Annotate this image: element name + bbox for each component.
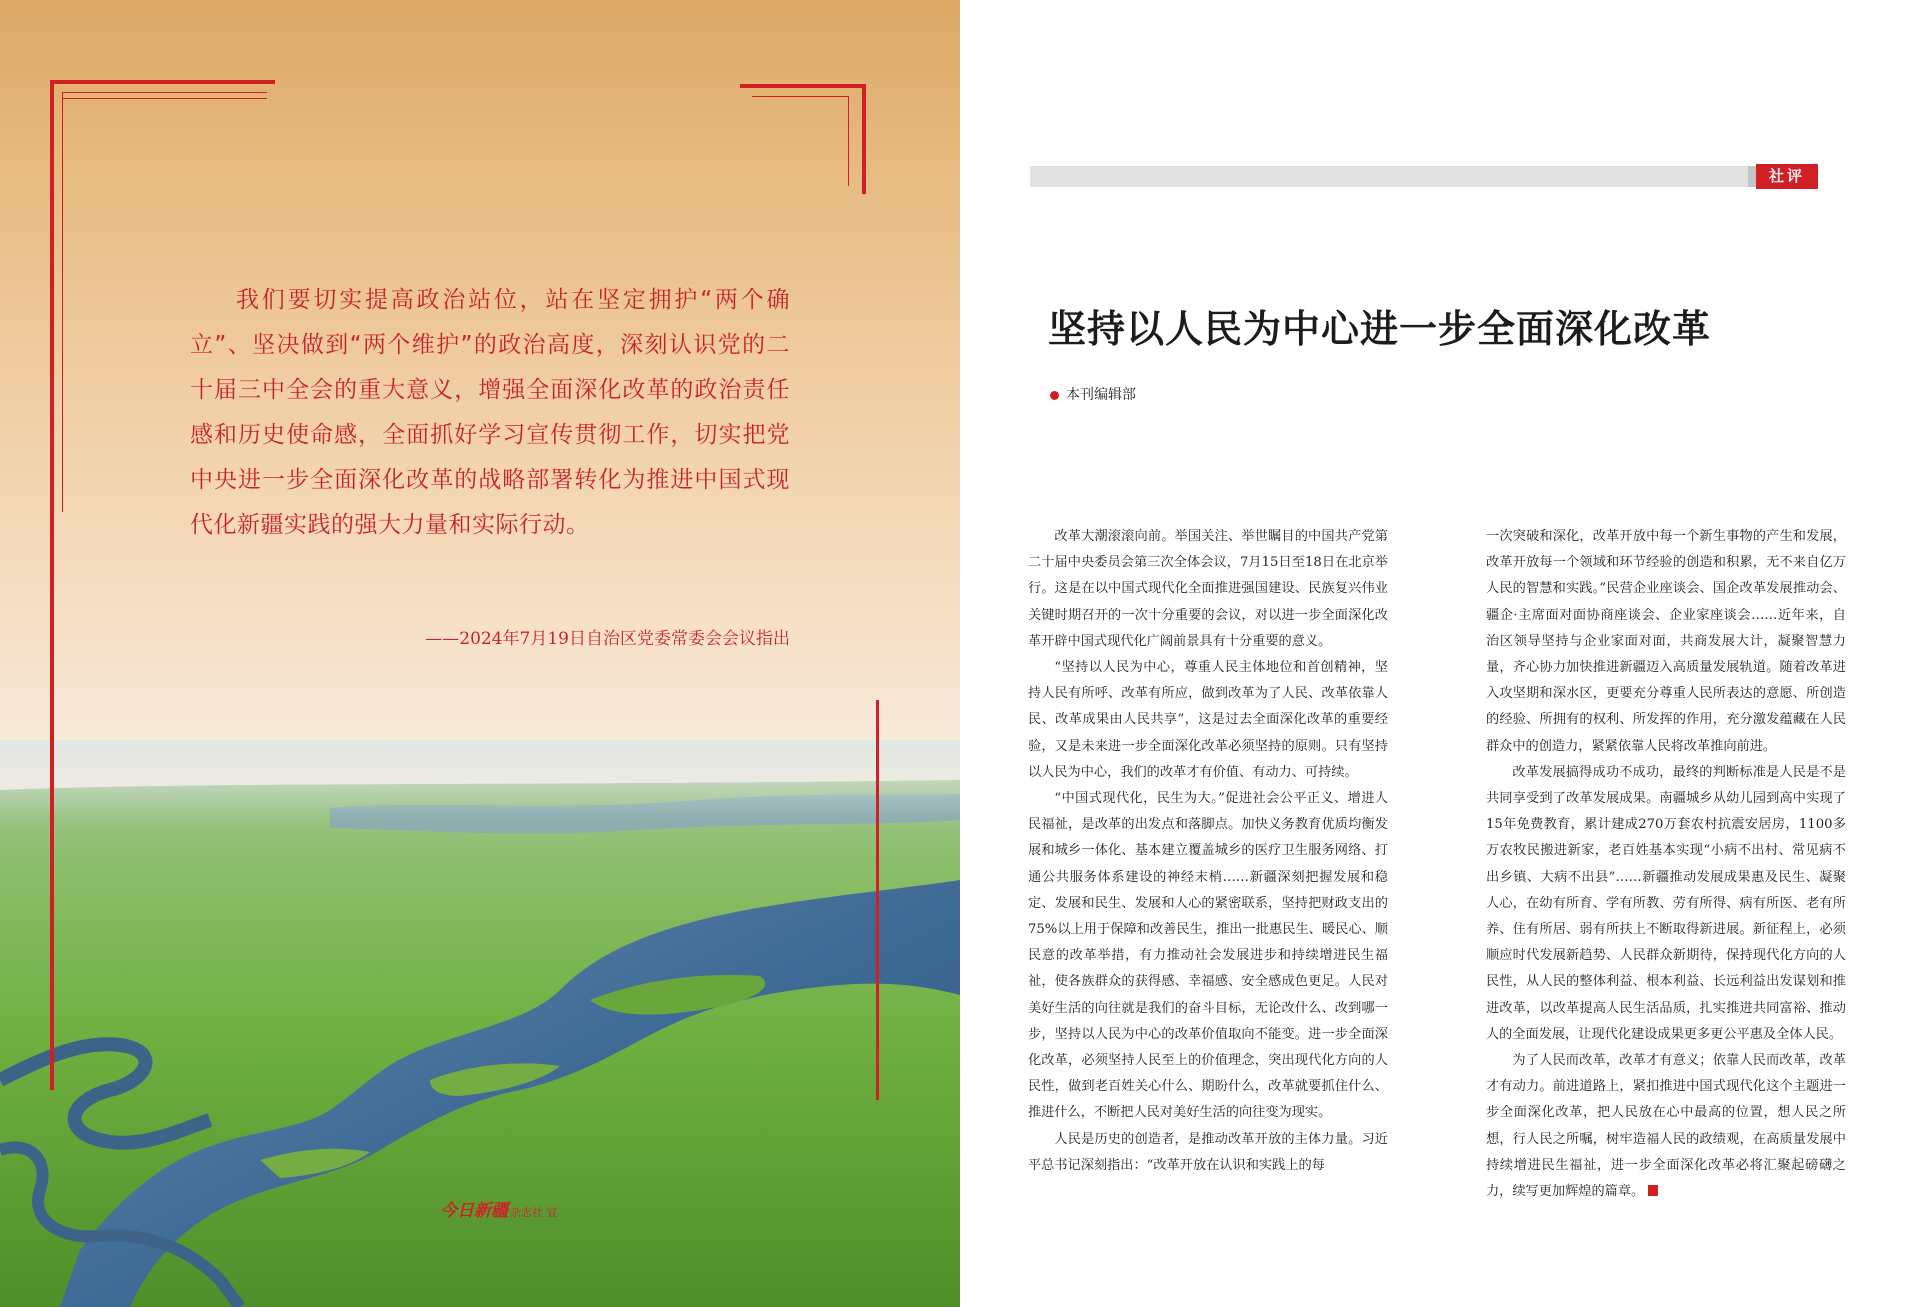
- frame-top-right-thin-line: [752, 96, 848, 97]
- section-header-bar: [1030, 166, 1748, 187]
- frame-left-line: [50, 80, 54, 1090]
- section-header-fold: [1748, 166, 1756, 187]
- section-tag: 社评: [1756, 164, 1818, 189]
- article-paragraph: 人民是历史的创造者，是推动改革开放的主体力量。习近平总书记深刻指出：“改革开放在认识和实践上的每: [1028, 1131, 1388, 1173]
- article-column-right: [1486, 524, 1846, 1205]
- frame-top-right-vertical-line: [862, 84, 866, 194]
- logo-subtitle: 杂志社 宣: [510, 1206, 558, 1219]
- article-paragraph: 改革发展搞得成功不成功，最终的判断标准是人民是不是共同享受到了改革发展成果。南疆城乡从幼儿园到高中实现了15年免费教育，累计建成270万套农村抗震安居房，1100多万农牧民搬进新家，老百姓基本实现“小病不出村、常见病不出乡镇、大病不出县”……新疆推动发展成果惠及民生、凝聚人心，在幼有所育、学有所教、劳有所得、病有所医、老有所养、住有所居、弱有所扶上不断取得新进展。新征程上，必须顺应时代发展新趋势、人民群众新期待，保持现代化方向的人民性，从人民的整体利益、根本利益、长远利益出发谋划和推进改革，以改革提高人民生活品质，扎实推进共同富裕、推动人的全面发展，让现代化建设成果更多更公平惠及全体人民。: [1486, 764, 1846, 1042]
- byline-bullet-icon: [1050, 391, 1059, 400]
- magazine-logo: [440, 1196, 558, 1222]
- frame-top-right-thin-vertical-line: [848, 96, 849, 186]
- article-paragraph: 改革大潮滚滚向前。举国关注、举世瞩目的中国共产党第二十届中央委员会第三次全体会议，7月15日至18日在北京举行。这是在以中国式现代化全面推进强国建设、民族复兴伟业关键时期召开的一次十分重要的会议，对以进一步全面深化改革开辟中国式现代化广阔前景具有十分重要的意义。: [1028, 529, 1388, 649]
- right-page-article: [960, 0, 1920, 1307]
- quote-attribution: ——2024年7月19日自治区党委常委会会议指出: [425, 629, 790, 649]
- frame-top-left-thin-line-2: [62, 98, 267, 99]
- frame-top-left-thin-line: [62, 92, 267, 93]
- article-paragraph-final: [1486, 1048, 1846, 1205]
- article-column-left: [1028, 524, 1388, 1179]
- final-paragraph-text: 为了人民而改革，改革才有意义；依靠人民而改革，改革才有动力。前进道路上，紧扣推进中国式现代化这个主题进一步全面深化改革，把人民放在心中最高的位置，想人民之所想，行人民之所嘱，树牢造福人民的政绩观，在高质量发展中持续增进民生福祉，进一步全面深化改革必将汇聚起磅礴之力，续写更加辉煌的篇章。: [1486, 1053, 1846, 1200]
- logo-title: 今日新疆: [440, 1201, 508, 1221]
- frame-top-right-line: [740, 84, 866, 88]
- frame-left-thin-line: [62, 92, 63, 512]
- article-headline: 坚持以人民为中心进一步全面深化改革: [1048, 307, 1712, 351]
- frame-top-left-line: [50, 80, 275, 84]
- article-paragraph: 一次突破和深化，改革开放中每一个新生事物的产生和发展，改革开放每一个领域和环节经验的创造和积累，无不来自亿万人民的智慧和实践。”民营企业座谈会、国企改革发展推动会、疆企·主席面对面协商座谈会、企业家座谈会……近年来，自治区领导坚持与企业家面对面，共商发展大计，凝聚智慧力量，齐心协力加快推进新疆迈入高质量发展轨道。随着改革进入攻坚期和深水区，更要充分尊重人民所表达的意愿、所创造的经验、所拥有的权利、所发挥的作用，充分激发蕴藏在人民群众中的创造力，紧紧依靠人民将改革推向前进。: [1486, 529, 1846, 754]
- frame-right-line: [876, 700, 879, 1100]
- article-paragraph: “坚持以人民为中心，尊重人民主体地位和首创精神，坚持人民有所呼、改革有所应，做到改革为了人民、改革依靠人民、改革成果由人民共享”，这是过去全面深化改革的重要经验，又是未来进一步全面深化改革必须坚持的原则。只有坚持以人民为中心，我们的改革才有价值、有动力、可持续。: [1028, 660, 1388, 780]
- article-byline: 本刊编辑部: [1066, 387, 1136, 403]
- cover-quote: 我们要切实提高政治站位，站在坚定拥护“两个确立”、坚决做到“两个维护”的政治高度，深刻认识党的二十届三中全会的重大意义，增强全面深化改革的政治责任感和历史使命感，全面抓好学习宣传贯彻工作，切实把党中央进一步全面深化改革的战略部署转化为推进中国式现代化新疆实践的强大力量和实际行动。: [190, 287, 790, 538]
- article-paragraph: “中国式现代化，民生为大。”促进社会公平正义、增进人民福祉，是改革的出发点和落脚点。加快义务教育优质均衡发展和城乡一体化、基本建立覆盖城乡的医疗卫生服务网络、打通公共服务体系建设的神经末梢……新疆深刻把握发展和稳定、发展和民生、发展和人心的紧密联系，坚持把财政支出的75%以上用于保障和改善民生，推出一批惠民生、暖民心、顺民意的改革举措，有力推动社会发展进步和持续增进民生福祉，使各族群众的获得感、幸福感、安全感成色更足。人民对美好生活的向往就是我们的奋斗目标，无论改什么、改到哪一步，坚持以人民为中心的改革价值取向不能变。进一步全面深化改革，必须坚持人民至上的价值理念，突出现代化方向的人民性，做到老百姓关心什么、期盼什么，改革就要抓住什么、推进什么，不断把人民对美好生活的向往变为现实。: [1028, 791, 1388, 1121]
- article-end-mark-icon: [1648, 1185, 1658, 1196]
